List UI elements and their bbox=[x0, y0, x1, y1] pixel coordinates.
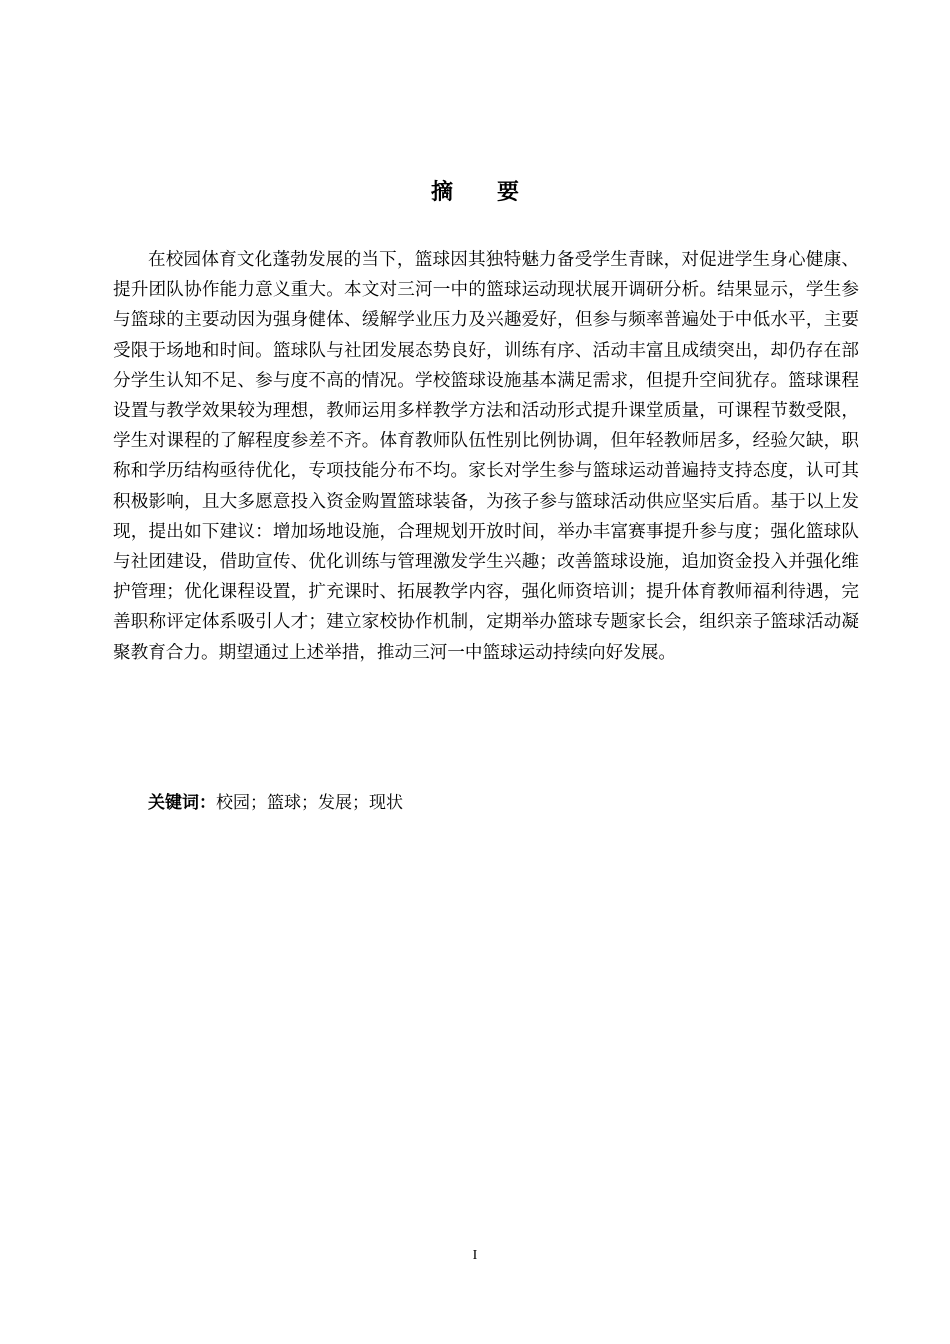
keywords-text: 校园；篮球；发展；现状 bbox=[216, 793, 403, 813]
page-number: I bbox=[472, 1248, 478, 1263]
abstract-title: 摘要 bbox=[430, 180, 563, 205]
abstract-body: 在校园体育文化蓬勃发展的当下，篮球因其独特魅力备受学生青睐，对促进学生身心健康、提升团队协作能力意义重大。本文对三河一中的篮球运动现状展开调研分析。结果显示，学生参与篮球的主要动因为强身健体、缓解学业压力及兴趣爱好，但参与频率普遍处于中低水平，主要受限于场地和时间。篮球队与社团发展态势良好，训练有序、活动丰富且成绩突出，却仍存在部分学生认知不足、参与度不高的情况。学校篮球设施基本满足需求，但提升空间犹存。篮球课程设置与教学效果较为理想，教师运用多样教学方法和活动形式提升课堂质量，可课程节数受限，学生对课程的了解程度参差不齐。体育教师队伍性别比例协调，但年轻教师居多，经验欠缺，职称和学历结构亟待优化，专项技能分布不均。家长对学生参与篮球运动普遍持支持态度，认可其积极影响，且大多愿意投入资金购置篮球装备，为孩子参与篮球活动供应坚实后盾。基于以上发现，提出如下建议：增加场地设施，合理规划开放时间，举办丰富赛事提升参与度；强化篮球队与社团建设，借助宣传、优化训练与管理激发学生兴趣；改善篮球设施，追加资金投入并强化维护管理；优化课程设置，扩充课时、拓展教学内容，强化师资培训；提升体育教师福利待遇，完善职称评定体系吸引人才；建立家校协作机制，定期举办篮球专题家长会，组织亲子篮球活动凝聚教育合力。期望通过上述举措，推动三河一中篮球运动持续向好发展。 bbox=[113, 250, 859, 663]
keywords-line bbox=[148, 788, 848, 818]
keywords-label: 关键词： bbox=[148, 793, 216, 813]
